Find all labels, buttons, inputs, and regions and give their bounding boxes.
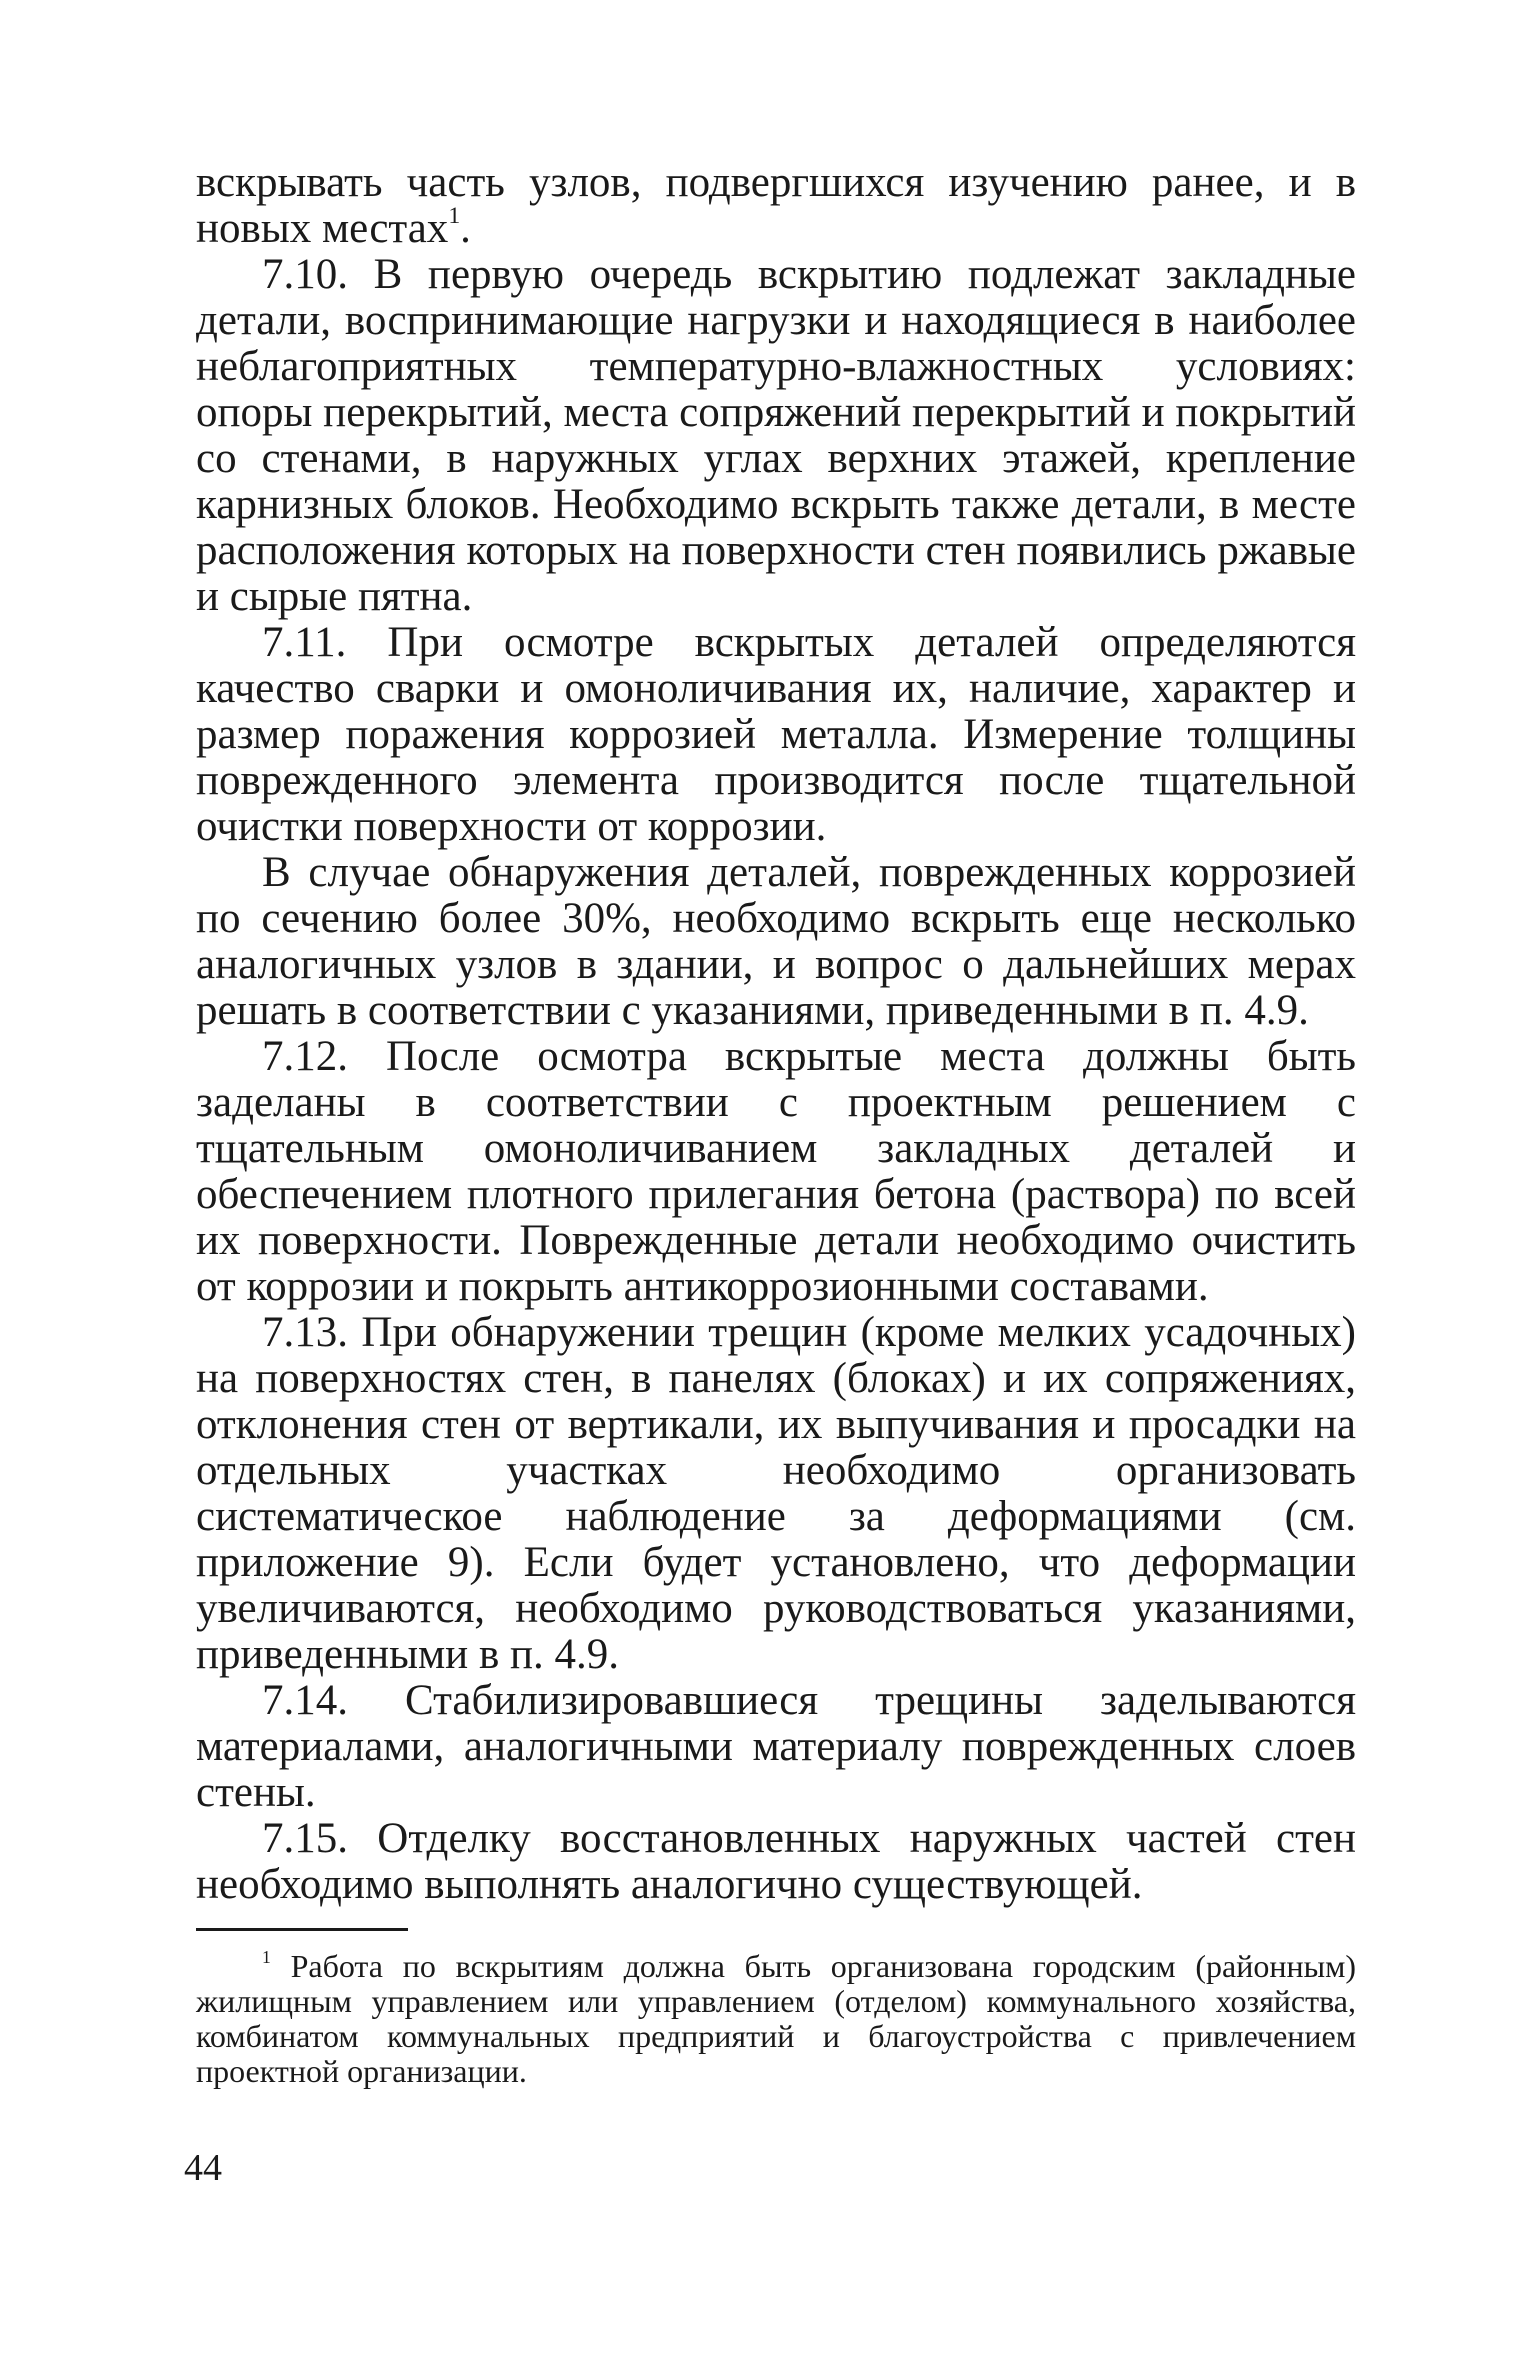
- paragraph-7-10: 7.10. В первую очередь вскрытию подлежат закладные детали, воспринимающие нагрузки и находящиеся в наиболее неблагоприятных температурно-влажностных условиях: опоры перекрытий, места сопряжений перекрытий и покрытий со стенами, в наружных углах верхних этажей, крепление карнизных блоков. Необходимо вскрыть также детали, в месте расположения которых на поверхности стен появились ржавые и сырые пятна.: [196, 251, 1356, 620]
- paragraph-corrosion: В случае обнаружения деталей, поврежденных коррозией по сечению более 30%, необходимо вскрыть еще несколько аналогичных узлов в здании, и вопрос о дальнейших мерах решать в соответствии с указаниями, приведенными в п. 4.9.: [196, 849, 1356, 1034]
- paragraph-7-12: 7.12. После осмотра вскрытые места должны быть заделаны в соответствии с проектным решением с тщательным омоноличиванием закладных деталей и обеспечением плотного прилегания бетона (раствора) по всей их поверхности. Поврежденные детали необходимо очистить от коррозии и покрыть антикоррозионными составами.: [196, 1033, 1356, 1310]
- paragraph-7-13: 7.13. При обнаружении трещин (кроме мелких усадочных) на поверхностях стен, в панелях (блоках) и их сопряжениях, отклонения стен от вертикали, их выпучивания и просадки на отдельных участках необходимо организовать систематическое наблюдение за деформациями (см. приложение 9). Если будет установлено, что деформации увеличиваются, необходимо руководствоваться указаниями, приведенными в п. 4.9.: [196, 1309, 1356, 1678]
- footnote-marker: 1: [262, 1946, 271, 1967]
- paragraph-text: вскрывать часть узлов, подвергшихся изучению ранее, и в новых местах: [196, 159, 1356, 252]
- footnote-text: Работа по вскрытиям должна быть организована городским (районным) жилищным управлением или управлением (отделом) коммунального хозяйства, комбинатом коммунальных предприятий и благоустройства с привлечением проектной организации.: [196, 1948, 1357, 2089]
- body-text: [196, 160, 1356, 1908]
- paragraph-7-11: 7.11. При осмотре вскрытых деталей определяются качество сварки и омоноличивания их, наличие, характер и размер поражения коррозией металла. Измерение толщины поврежденного элемента производится после тщательной очистки поверхности от коррозии.: [196, 619, 1356, 850]
- footnote-divider: [196, 1928, 408, 1931]
- footnote: [196, 1946, 1357, 2089]
- page-content: [196, 160, 1356, 2089]
- paragraph-7-14: 7.14. Стабилизировавшиеся трещины заделываются материалами, аналогичными материалу поврежденных слоев стены.: [196, 1677, 1356, 1816]
- page-number: 44: [184, 2147, 222, 2189]
- paragraph-continuation: [196, 160, 1356, 252]
- paragraph-7-15: 7.15. Отделку восстановленных наружных частей стен необходимо выполнять аналогично существующей.: [196, 1815, 1356, 1908]
- sentence-end: .: [460, 205, 471, 252]
- footnote-reference: 1: [448, 203, 461, 230]
